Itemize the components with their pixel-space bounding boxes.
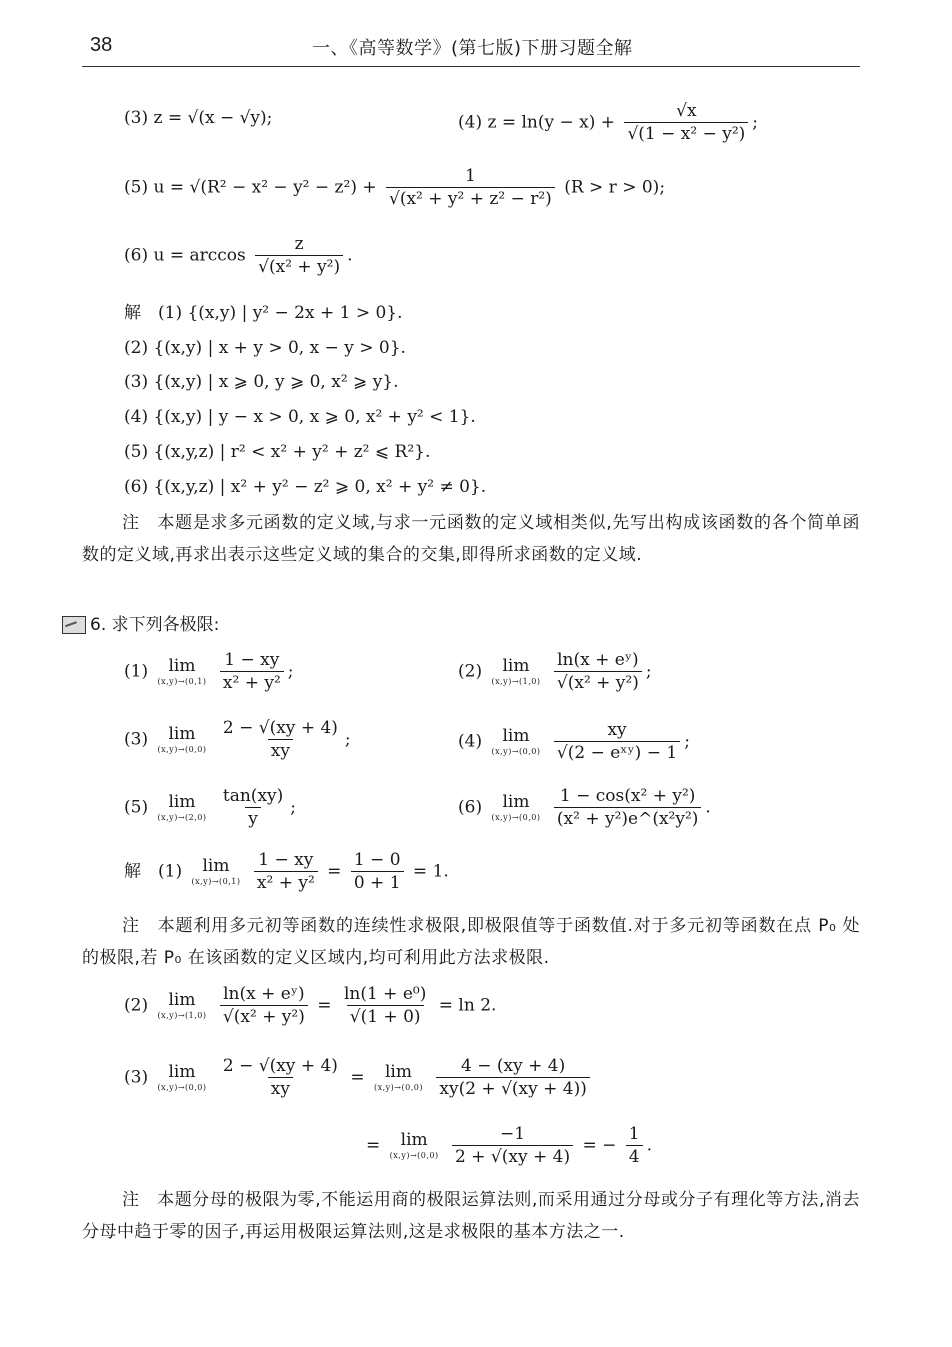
limit-4-tail: ; bbox=[684, 731, 690, 752]
equals-sign: = bbox=[327, 861, 342, 882]
answer-2-sub: (x,y)→(1,0) bbox=[157, 1011, 207, 1020]
solution-6: (6) {(x,y,z) | x² + y² − z² ⩾ 0, x² + y² ≠ 0}. bbox=[124, 477, 487, 497]
equals-minus: = − bbox=[582, 1135, 617, 1156]
answer-3-continued bbox=[366, 1126, 652, 1166]
answer-3-operator-2 bbox=[374, 1064, 423, 1092]
answer-2-denominator: √(x² + y²) bbox=[220, 1005, 308, 1026]
answer-3-denominator-4: 4 bbox=[626, 1145, 643, 1166]
limit-3-fraction bbox=[220, 720, 341, 760]
answer-3-label: (3) bbox=[124, 1067, 149, 1088]
limit-2-operator bbox=[492, 658, 541, 686]
limit-problem-6 bbox=[458, 788, 711, 828]
answer-3-fraction-3 bbox=[452, 1126, 573, 1166]
answer-1-fraction bbox=[254, 852, 318, 892]
item-6-fraction bbox=[255, 236, 343, 276]
limit-1-denominator: x² + y² bbox=[220, 671, 284, 692]
answer-1-sub: (x,y)→(0,1) bbox=[191, 877, 241, 886]
answer-1-operator bbox=[192, 858, 241, 886]
answer-2-fraction-2 bbox=[341, 986, 429, 1026]
answer-3-operator bbox=[158, 1064, 207, 1092]
limit-problem-1 bbox=[124, 652, 294, 692]
limit-2-numerator: ln(x + eʸ) bbox=[557, 650, 639, 670]
solution-1: 解 (1) {(x,y) | y² − 2x + 1 > 0}. bbox=[124, 303, 403, 323]
limit-3-tail: ; bbox=[344, 729, 351, 750]
answer-1-numerator-2: 1 − 0 bbox=[353, 850, 401, 870]
lim-word: lim bbox=[384, 1062, 412, 1082]
answer-2-operator bbox=[158, 992, 207, 1020]
item-4-numerator: √x bbox=[676, 101, 697, 121]
video-icon bbox=[62, 616, 86, 634]
equals-sign: = bbox=[350, 1067, 365, 1088]
limit-problem-5 bbox=[124, 788, 296, 828]
solution-3: (3) {(x,y) | x ⩾ 0, y ⩾ 0, x² ⩾ y}. bbox=[124, 372, 399, 392]
domain-item-3 bbox=[124, 110, 272, 127]
limit-2-denominator: √(x² + y²) bbox=[554, 671, 642, 692]
item-5-fraction bbox=[386, 168, 555, 208]
limit-4-sub: (x,y)→(0,0) bbox=[491, 747, 541, 756]
limit-6-sub: (x,y)→(0,0) bbox=[491, 813, 541, 822]
limit-2-label: (2) bbox=[458, 661, 483, 682]
answer-2-numerator-2: ln(1 + e⁰) bbox=[343, 984, 427, 1004]
answer-1-fraction-2 bbox=[351, 852, 404, 892]
item-5-denominator: √(x² + y² + z² − r²) bbox=[386, 187, 555, 208]
item-5-numerator: 1 bbox=[464, 166, 476, 186]
limit-6-label: (6) bbox=[458, 797, 483, 818]
answer-3-end: . bbox=[646, 1135, 653, 1156]
limit-6-tail: . bbox=[705, 797, 711, 818]
lim-word: lim bbox=[168, 724, 196, 744]
answer-2 bbox=[124, 986, 496, 1026]
note-1: 注 本题是求多元函数的定义域,与求一元函数的定义域相类似,先写出构成该函数的各个简单函数的定义域,再求出表示这些定义域的集合的交集,即得所求函数的定义域. bbox=[82, 513, 860, 565]
item-6-denominator: √(x² + y²) bbox=[255, 255, 343, 276]
item-5-label: (5) u = √(R² − x² − y² − z²) + bbox=[124, 177, 377, 198]
limit-4-denominator: √(2 − eˣʸ) − 1 bbox=[554, 741, 680, 762]
limit-1-tail: ; bbox=[287, 661, 294, 682]
limit-5-denominator: y bbox=[245, 807, 261, 828]
answer-3-fraction bbox=[220, 1058, 341, 1098]
answer-3-sub: (x,y)→(0,0) bbox=[157, 1083, 207, 1092]
note-3: 注 本题分母的极限为零,不能运用商的极限运算法则,而采用通过分母或分子有理化等方法,消去分母中趋于零的因子,再运用极限运算法则,这是求极限的基本方法之一. bbox=[82, 1190, 860, 1242]
lim-word: lim bbox=[168, 792, 196, 812]
answer-1-numerator: 1 − xy bbox=[258, 850, 314, 870]
answer-3-fraction-2 bbox=[436, 1058, 589, 1098]
answer-3-fraction-4 bbox=[626, 1126, 643, 1166]
answer-1-result: = 1. bbox=[412, 861, 449, 882]
running-title: 一、《高等数学》(第七版)下册习题全解 bbox=[312, 38, 633, 59]
lim-word: lim bbox=[168, 656, 196, 676]
item-6-numerator: z bbox=[294, 234, 304, 254]
item-5-tail: (R > r > 0); bbox=[564, 177, 666, 198]
equals-sign: = bbox=[317, 995, 332, 1016]
limit-3-operator bbox=[158, 726, 207, 754]
question-6-title: 6. 求下列各极限: bbox=[90, 615, 220, 635]
item-3-expr: √(x − √y); bbox=[187, 108, 273, 128]
lim-word: lim bbox=[168, 1062, 196, 1082]
answer-3-denominator-3: 2 + √(xy + 4) bbox=[452, 1145, 573, 1166]
limit-5-operator bbox=[158, 794, 207, 822]
answer-3-numerator-3: −1 bbox=[500, 1124, 526, 1144]
limit-2-sub: (x,y)→(1,0) bbox=[491, 677, 541, 686]
answer-2-label: (2) bbox=[124, 995, 149, 1016]
item-4-label: (4) z = ln(y − x) + bbox=[458, 112, 616, 133]
answer-2-fraction bbox=[220, 986, 308, 1026]
limit-4-fraction bbox=[554, 722, 680, 762]
note-2: 注 本题利用多元初等函数的连续性求极限,即极限值等于函数值.对于多元初等函数在点 P₀ 处的极限,若 P₀ 在该函数的定义区域内,均可利用此方法求极限. bbox=[82, 916, 860, 968]
limit-6-fraction bbox=[554, 788, 702, 828]
limit-6-denominator: (x² + y²)e^(x²y²) bbox=[554, 807, 702, 828]
domain-item-5 bbox=[124, 168, 665, 208]
lim-word: lim bbox=[502, 656, 530, 676]
answer-1 bbox=[124, 852, 449, 892]
answer-3-numerator: 2 − √(xy + 4) bbox=[222, 1056, 338, 1076]
limit-1-label: (1) bbox=[124, 661, 149, 682]
limit-problem-2 bbox=[458, 652, 652, 692]
item-6-tail: . bbox=[347, 245, 353, 266]
limit-4-numerator: xy bbox=[607, 720, 627, 740]
answer-3-operator-3 bbox=[390, 1132, 439, 1160]
answer-2-result: = ln 2. bbox=[438, 995, 497, 1016]
limit-5-sub: (x,y)→(2,0) bbox=[157, 813, 207, 822]
limit-5-numerator: tan(xy) bbox=[222, 786, 284, 806]
solution-5: (5) {(x,y,z) | r² < x² + y² + z² ⩽ R²}. bbox=[124, 442, 431, 462]
item-3-label: (3) z = bbox=[124, 108, 183, 128]
limit-problem-3 bbox=[124, 720, 351, 760]
answer-3-sub-2: (x,y)→(0,0) bbox=[373, 1083, 423, 1092]
item-4-denominator: √(1 − x² − y²) bbox=[624, 122, 748, 143]
limit-5-tail: ; bbox=[290, 797, 296, 818]
limit-5-fraction bbox=[220, 788, 286, 828]
page-header bbox=[82, 28, 860, 67]
answer-3-sub-3: (x,y)→(0,0) bbox=[389, 1151, 439, 1160]
limit-1-operator bbox=[158, 658, 207, 686]
answer-2-numerator: ln(x + eʸ) bbox=[223, 984, 305, 1004]
lim-word: lim bbox=[400, 1130, 428, 1150]
question-6-heading bbox=[62, 610, 219, 635]
limit-6-numerator: 1 − cos(x² + y²) bbox=[559, 786, 696, 806]
lim-word: lim bbox=[502, 726, 530, 746]
answer-3-numerator-4: 1 bbox=[628, 1124, 640, 1144]
lim-word: lim bbox=[502, 792, 530, 812]
lim-word: lim bbox=[202, 856, 230, 876]
answer-1-label: 解 (1) bbox=[124, 861, 183, 882]
answer-3-denominator-2: xy(2 + √(xy + 4)) bbox=[436, 1077, 589, 1098]
answer-1-denominator: x² + y² bbox=[254, 871, 318, 892]
equals-sign: = bbox=[366, 1135, 381, 1156]
answer-3-numerator-2: 4 − (xy + 4) bbox=[461, 1056, 566, 1076]
domain-item-4: (4) z = ln(y − x) + $\frac{√x}{\text{√(1 − x² − y²)}}$ ; bbox=[458, 101, 759, 144]
lim-word: lim bbox=[168, 990, 196, 1010]
limit-1-sub: (x,y)→(0,1) bbox=[157, 677, 207, 686]
answer-3 bbox=[124, 1058, 594, 1098]
limit-4-label: (4) bbox=[458, 731, 483, 752]
limit-3-denominator: xy bbox=[268, 739, 293, 760]
item-6-label: (6) u = arccos bbox=[124, 245, 246, 266]
limit-2-tail: ; bbox=[645, 661, 652, 682]
limit-3-label: (3) bbox=[124, 729, 149, 750]
limit-4-operator bbox=[492, 728, 541, 756]
limit-problem-4 bbox=[458, 722, 690, 762]
limit-5-label: (5) bbox=[124, 797, 149, 818]
item-4-fraction bbox=[624, 103, 748, 143]
limit-3-sub: (x,y)→(0,0) bbox=[157, 745, 207, 754]
page-number: 38 bbox=[90, 34, 113, 56]
answer-2-denominator-2: √(1 + 0) bbox=[347, 1005, 424, 1026]
solution-4: (4) {(x,y) | y − x > 0, x ⩾ 0, x² + y² < 1}. bbox=[124, 407, 476, 427]
limit-1-fraction bbox=[220, 652, 284, 692]
solution-2: (2) {(x,y) | x + y > 0, x − y > 0}. bbox=[124, 338, 406, 358]
limit-1-numerator: 1 − xy bbox=[224, 650, 280, 670]
limit-2-fraction bbox=[554, 652, 642, 692]
answer-3-denominator: xy bbox=[268, 1077, 293, 1098]
limit-6-operator bbox=[492, 794, 541, 822]
domain-item-6 bbox=[124, 236, 353, 276]
answer-1-denominator-2: 0 + 1 bbox=[351, 871, 404, 892]
limit-3-numerator: 2 − √(xy + 4) bbox=[222, 718, 338, 738]
